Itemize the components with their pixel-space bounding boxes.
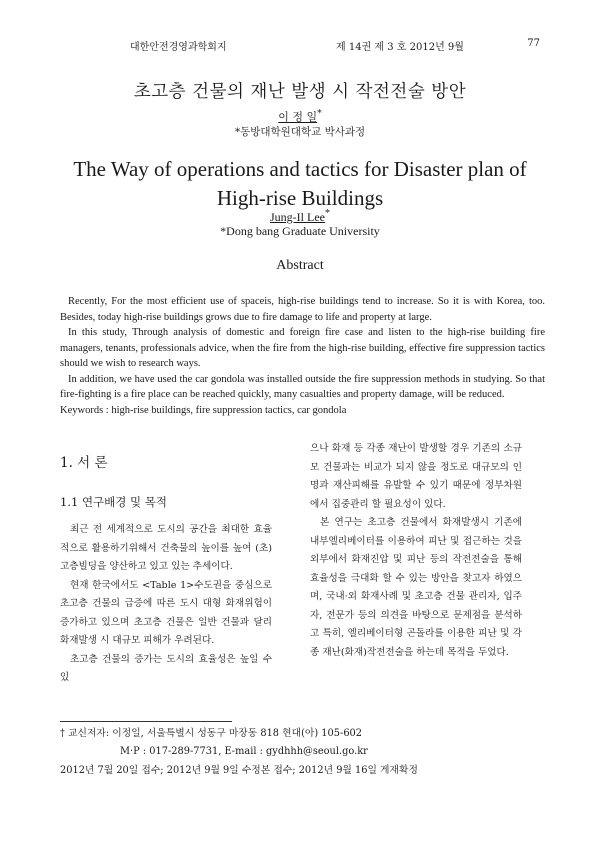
page-number: 77 [527, 38, 540, 49]
footnote-corresponding-author: † 교신저자: 이정일, 서울특별시 성동구 마장동 818 현대(아) 105-602 [60, 728, 363, 739]
issue-info: 제 14권 제 3 호 2012년 9월 [336, 42, 464, 53]
body-paragraph: 초고층 건물의 증가는 도시의 효율성은 높일 수 있 [60, 653, 272, 683]
body-paragraph: 현재 한국에서도 <Table 1>수도권을 중심으로 초고층 건물의 급증에 따른 도시 대형 화재위험이 증가하고 있으며 초고층 건물은 일반 건물과 달리 화재발생 시 대규모 피해가 우려된다. [60, 579, 272, 646]
abstract-heading: Abstract [276, 258, 324, 273]
korean-author-mark: * [317, 108, 322, 119]
left-column [60, 440, 272, 688]
body-paragraph: 최근 전 세계적으로 도시의 공간을 최대한 효율적으로 활용하기위해서 건축물의 높이를 높여 (초)고층빌딩을 양산하고 있고 있는 추세이다. [60, 524, 272, 572]
keywords: Keywords : high-rise buildings, fire suppression tactics, car gondola [60, 404, 347, 416]
korean-title: 초고층 건물의 재난 발생 시 작전전술 방안 [133, 82, 467, 102]
english-author [0, 208, 600, 225]
korean-affiliation: *동방대학원대학교 박사과정 [234, 126, 366, 138]
abstract-body [60, 294, 545, 418]
english-title-line-1: The Way of operations and tactics for Disaster plan of [73, 157, 527, 181]
english-affiliation: *Dong bang Graduate University [220, 224, 380, 238]
korean-author-name: 이 정 일 [278, 110, 318, 124]
right-column [310, 440, 522, 662]
footnote-rule [60, 721, 232, 722]
footnote-dates: 2012년 7월 20일 접수; 2012년 9월 9일 수정본 접수; 2012년 9월 16일 게재확정 [60, 765, 418, 776]
body-paragraph-continued: 으나 화재 등 각종 재난이 발생할 경우 기존의 소규모 건물과는 비교가 되지 않을 정도로 대규모의 인명과 재산피해를 유발할 수 있기 때문에 정부차원에서 집중관리 할 필요성이 있다. [310, 443, 522, 510]
footnote-contact: M·P : 017-289-7731, E-mail : gydhhh@seoul.go.kr [120, 746, 368, 757]
abstract-paragraph: In this study, Through analysis of domestic and foreign fire case and listen to the high-rise building fire managers, tenants, professionals advice, when the fire from the high-rise building, effective fire suppression tactics should we wish to research ways. [60, 327, 545, 369]
english-author-name: Jung-Il Lee [270, 210, 325, 224]
abstract-paragraph: Recently, For the most efficient use of spaceis, high-rise buildings tend to increase. So it is with Korea, too. Besides, today high-rise buildings grows due to fire damage to life and property at large. [60, 296, 545, 323]
abstract-paragraph: In addition, we have used the car gondola was installed outside the fire suppression methods in studying. So that fire-fighting is a fire place can be reached quickly, many casualties and property damage, will be reduced. [60, 373, 545, 400]
english-title-line-2: High-rise Buildings [216, 186, 384, 210]
english-title [0, 155, 600, 213]
korean-author [0, 108, 600, 125]
section-title: 1. 서 론 [60, 455, 108, 471]
subsection-title: 1.1 연구배경 및 목적 [60, 494, 168, 509]
journal-name: 대한안전경영과학회지 [130, 42, 227, 53]
english-author-mark: * [324, 208, 330, 219]
body-paragraph: 본 연구는 초고층 건물에서 화재발생시 기존에 내부엘리베이터를 이용하여 피난 및 접근하는 것을 외부에서 화재진압 및 피난 등의 작전전술을 통해 효율성을 극대화 할 수 있는 방안을 찾고자 하였으며, 국내·외 화재사례 및 초고층 건물 관리자, 입주자, 전문가 등의 의견을 바탕으로 문제점을 분석하고 특히, 엘리베이터형 곤돌라를 이용한 피난 및 각종 재난(화재)작전전술을 하는데 목적을 두었다. [310, 517, 522, 658]
